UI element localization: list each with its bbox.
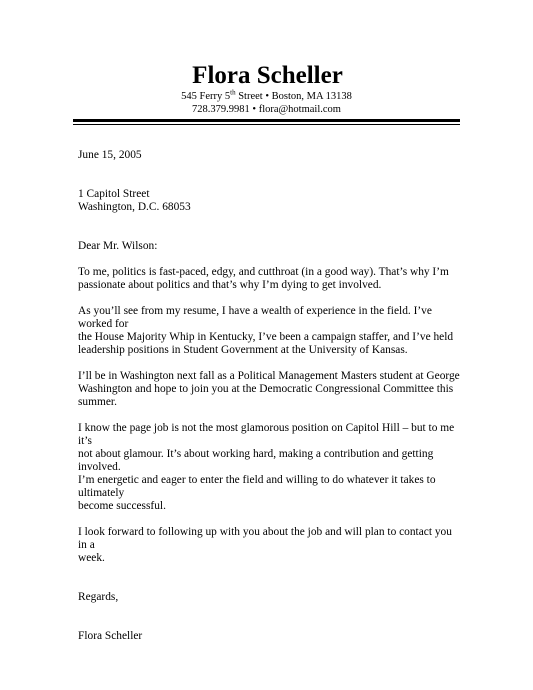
paragraph-line: week. <box>78 552 105 564</box>
paragraph-3 <box>78 370 463 409</box>
address-ordinal-suffix: th <box>230 88 236 97</box>
paragraph-1 <box>78 266 463 292</box>
paragraph-line: I’m energetic and eager to enter the field and willing to do whatever it takes to ultimately <box>78 474 436 499</box>
paragraph-line: leadership positions in Student Government at the University of Kansas. <box>78 344 408 356</box>
paragraph-line: become successful. <box>78 500 166 512</box>
sender-contact: 728.379.9981 • flora@hotmail.com <box>192 104 341 115</box>
paragraph-line: I look forward to following up with you about the job and will plan to contact you in a <box>78 526 452 551</box>
address-line1-post: Street • Boston, MA 13138 <box>235 91 352 102</box>
paragraph-4 <box>78 422 463 513</box>
recipient-line1: 1 Capitol Street <box>78 188 150 200</box>
salutation: Dear Mr. Wilson: <box>78 240 158 252</box>
paragraph-line: not about glamour. It’s about working hard, making a contribution and getting involved. <box>78 448 434 473</box>
letter-body <box>78 149 463 643</box>
address-line1-pre: 545 Ferry 5 <box>181 91 231 102</box>
paragraph-line: I know the page job is not the most glamorous position on Capitol Hill – but to me it’s <box>78 422 455 447</box>
letterhead <box>0 62 533 116</box>
paragraph-line: To me, politics is fast-paced, edgy, and cutthroat (in a good way). That’s why I’m <box>78 266 449 278</box>
signature-name: Flora Scheller <box>78 630 143 642</box>
sender-address <box>0 88 533 103</box>
paragraph-5 <box>78 526 463 565</box>
sender-name: Flora Scheller <box>192 62 343 89</box>
recipient-line2: Washington, D.C. 68053 <box>78 201 191 213</box>
letterhead-rule-thin <box>73 124 460 125</box>
letterhead-rule-thick <box>73 119 460 122</box>
paragraph-line: I’ll be in Washington next fall as a Political Management Masters student at George <box>78 370 460 382</box>
paragraph-2 <box>78 305 463 357</box>
letter-date: June 15, 2005 <box>78 149 142 161</box>
closing: Regards, <box>78 591 119 603</box>
paragraph-line: passionate about politics and that’s why I’m dying to get involved. <box>78 279 382 291</box>
paragraph-line: As you’ll see from my resume, I have a wealth of experience in the field. I’ve worked for <box>78 305 432 330</box>
paragraph-line: the House Majority Whip in Kentucky, I’ve been a campaign staffer, and I’ve held <box>78 331 454 343</box>
paragraph-line: Washington and hope to join you at the Democratic Congressional Committee this <box>78 383 454 395</box>
paragraph-line: summer. <box>78 396 117 408</box>
